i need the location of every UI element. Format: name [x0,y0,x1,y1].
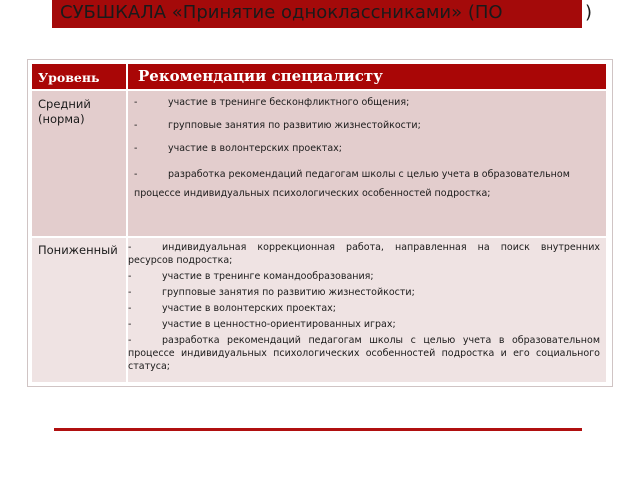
list-item: - разработка рекомендаций педагогам школы с целью учета в образовательном процессе индивидуальных психологических особенностей подростка; [134,169,570,199]
recommendations-cell-average [128,91,606,236]
header-level: Уровень [32,64,126,89]
list-item: - участие в волонтерских проектах; [128,303,336,314]
level-cell-average: Средний (норма) [32,91,126,236]
slide-title-tail: ) [585,2,593,23]
recommendations-cell-low [128,238,606,382]
list-item: - участие в волонтерских проектах; [134,143,342,154]
list-item: - участие в тренинге командообразования; [128,271,374,282]
list-item: - групповые занятия по развитию жизнестойкости; [128,287,415,298]
level-cell-low: Пониженный [32,238,126,382]
header-recommendations: Рекомендации специалисту [128,64,606,89]
list-item: - участие в ценностно-ориентированных играх; [128,319,396,330]
list-item: - разработка рекомендаций педагогам школы с целью учета в образовательном процессе индивидуальных психологических особенностей подростка и его социального статуса; [128,335,600,372]
slide-title-bar [52,0,582,28]
recommendations-table [28,60,612,386]
slide-title: СУБШКАЛА «Принятие одноклассниками» (ПО [60,2,503,23]
list-item: - групповые занятия по развитию жизнестойкости; [134,120,421,131]
list-item: - участие в тренинге бесконфликтного общения; [134,97,410,108]
list-item: - индивидуальная коррекционная работа, направленная на поиск внутренних ресурсов подростка; [128,242,600,266]
footer-divider [54,428,582,431]
